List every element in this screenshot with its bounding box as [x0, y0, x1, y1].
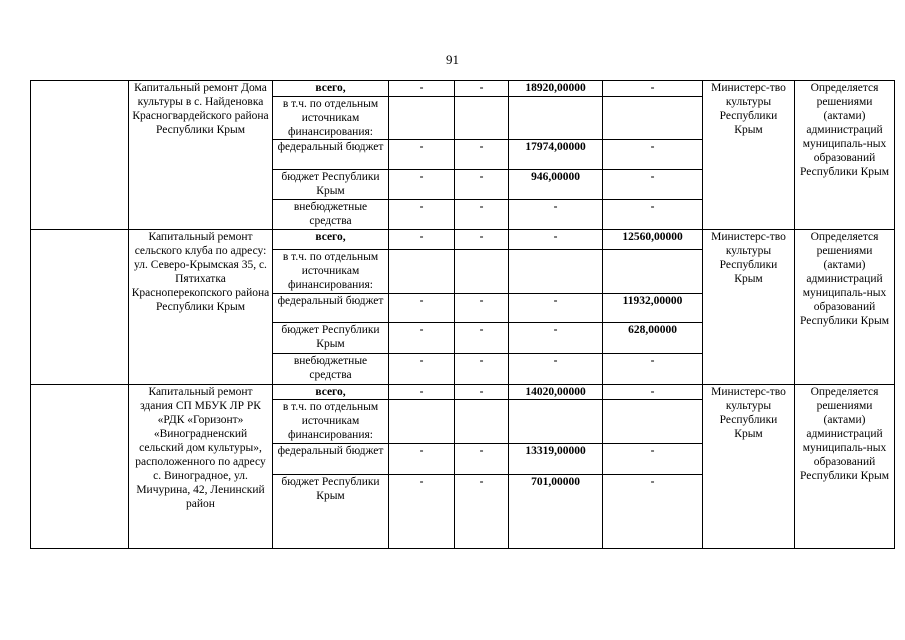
source-label-cell: в т.ч. по отдельным источникам финансирования:	[273, 250, 389, 294]
amount-cell	[455, 250, 509, 294]
amount-cell: -	[455, 475, 509, 549]
determined-cell: Определяется решениями (актами) администраций муниципаль-ных образований Республики Крым	[795, 385, 895, 549]
object-name-cell: Капитальный ремонт здания СП МБУК ЛР РК «РДК «Горизонт» «Виноградненский сельский дом культуры», расположенного по адресу с. Виноградное, ул. Мичурина, 42, Ленинский район	[129, 385, 273, 549]
amount-cell: -	[603, 354, 703, 385]
amount-cell: -	[603, 385, 703, 400]
amount-cell	[389, 97, 455, 140]
amount-cell: -	[389, 444, 455, 475]
ministry-cell: Министерс-тво культуры Республики Крым	[703, 385, 795, 549]
source-label-cell: федеральный бюджет	[273, 294, 389, 323]
amount-cell: -	[455, 354, 509, 385]
amount-cell	[509, 250, 603, 294]
amount-cell	[509, 97, 603, 140]
amount-cell: -	[389, 294, 455, 323]
blank-cell	[31, 230, 129, 385]
source-label-cell: бюджет Республики Крым	[273, 170, 389, 200]
amount-cell: 17974,00000	[509, 140, 603, 170]
amount-cell: -	[389, 230, 455, 250]
amount-cell: -	[455, 323, 509, 354]
blank-cell	[31, 385, 129, 549]
amount-cell: -	[603, 475, 703, 549]
determined-cell: Определяется решениями (актами) администраций муниципаль-ных образований Республики Крым	[795, 230, 895, 385]
amount-cell: -	[389, 200, 455, 230]
amount-cell: -	[455, 385, 509, 400]
amount-cell: 12560,00000	[603, 230, 703, 250]
source-label-cell: всего,	[273, 81, 389, 97]
amount-cell: -	[603, 200, 703, 230]
amount-cell: -	[389, 81, 455, 97]
amount-cell	[389, 250, 455, 294]
object-name-cell: Капитальный ремонт Дома культуры в с. Найденовка Красногвардейского района Республики Крым	[129, 81, 273, 230]
amount-cell	[509, 400, 603, 444]
amount-cell	[603, 400, 703, 444]
amount-cell: -	[389, 170, 455, 200]
amount-cell: -	[603, 140, 703, 170]
amount-cell: -	[455, 200, 509, 230]
source-label-cell: федеральный бюджет	[273, 140, 389, 170]
amount-cell	[603, 97, 703, 140]
amount-cell: -	[389, 385, 455, 400]
source-label-cell: федеральный бюджет	[273, 444, 389, 475]
amount-cell: -	[509, 200, 603, 230]
ministry-cell: Министерс-тво культуры Республики Крым	[703, 81, 795, 230]
amount-cell: -	[389, 354, 455, 385]
amount-cell: -	[389, 475, 455, 549]
determined-cell: Определяется решениями (актами) администраций муниципаль-ных образований Республики Крым	[795, 81, 895, 230]
amount-cell: -	[603, 444, 703, 475]
table-row	[31, 81, 895, 97]
amount-cell: 946,00000	[509, 170, 603, 200]
amount-cell: 11932,00000	[603, 294, 703, 323]
source-label-cell: в т.ч. по отдельным источникам финансирования:	[273, 400, 389, 444]
amount-cell: -	[509, 354, 603, 385]
source-label-cell: бюджет Республики Крым	[273, 323, 389, 354]
source-label-cell: внебюджетные средства	[273, 354, 389, 385]
amount-cell: -	[455, 294, 509, 323]
amount-cell: -	[389, 323, 455, 354]
source-label-cell: в т.ч. по отдельным источникам финансирования:	[273, 97, 389, 140]
amount-cell: -	[455, 444, 509, 475]
amount-cell: 628,00000	[603, 323, 703, 354]
amount-cell: 701,00000	[509, 475, 603, 549]
source-label-cell: всего,	[273, 385, 389, 400]
amount-cell: 13319,00000	[509, 444, 603, 475]
page-number: 91	[446, 52, 459, 67]
source-label-cell: бюджет Республики Крым	[273, 475, 389, 549]
amount-cell: -	[455, 140, 509, 170]
blank-cell	[31, 81, 129, 230]
amount-cell	[455, 400, 509, 444]
amount-cell: -	[509, 323, 603, 354]
table-row	[31, 230, 895, 250]
amount-cell: -	[509, 294, 603, 323]
amount-cell	[455, 97, 509, 140]
amount-cell: 18920,00000	[509, 81, 603, 97]
amount-cell	[603, 250, 703, 294]
amount-cell: -	[455, 170, 509, 200]
object-name-cell: Капитальный ремонт сельского клуба по адресу: ул. Северо-Крымская 35, с. Пятихатка Красноперекопского района Республики Крым	[129, 230, 273, 385]
amount-cell: -	[603, 81, 703, 97]
amount-cell	[389, 400, 455, 444]
table-row	[31, 385, 895, 400]
amount-cell: -	[509, 230, 603, 250]
amount-cell: -	[389, 140, 455, 170]
ministry-cell: Министерс-тво культуры Республики Крым	[703, 230, 795, 385]
amount-cell: -	[455, 230, 509, 250]
amount-cell: -	[455, 81, 509, 97]
amount-cell: -	[603, 170, 703, 200]
amount-cell: 14020,00000	[509, 385, 603, 400]
financing-table	[30, 80, 895, 549]
source-label-cell: всего,	[273, 230, 389, 250]
source-label-cell: внебюджетные средства	[273, 200, 389, 230]
